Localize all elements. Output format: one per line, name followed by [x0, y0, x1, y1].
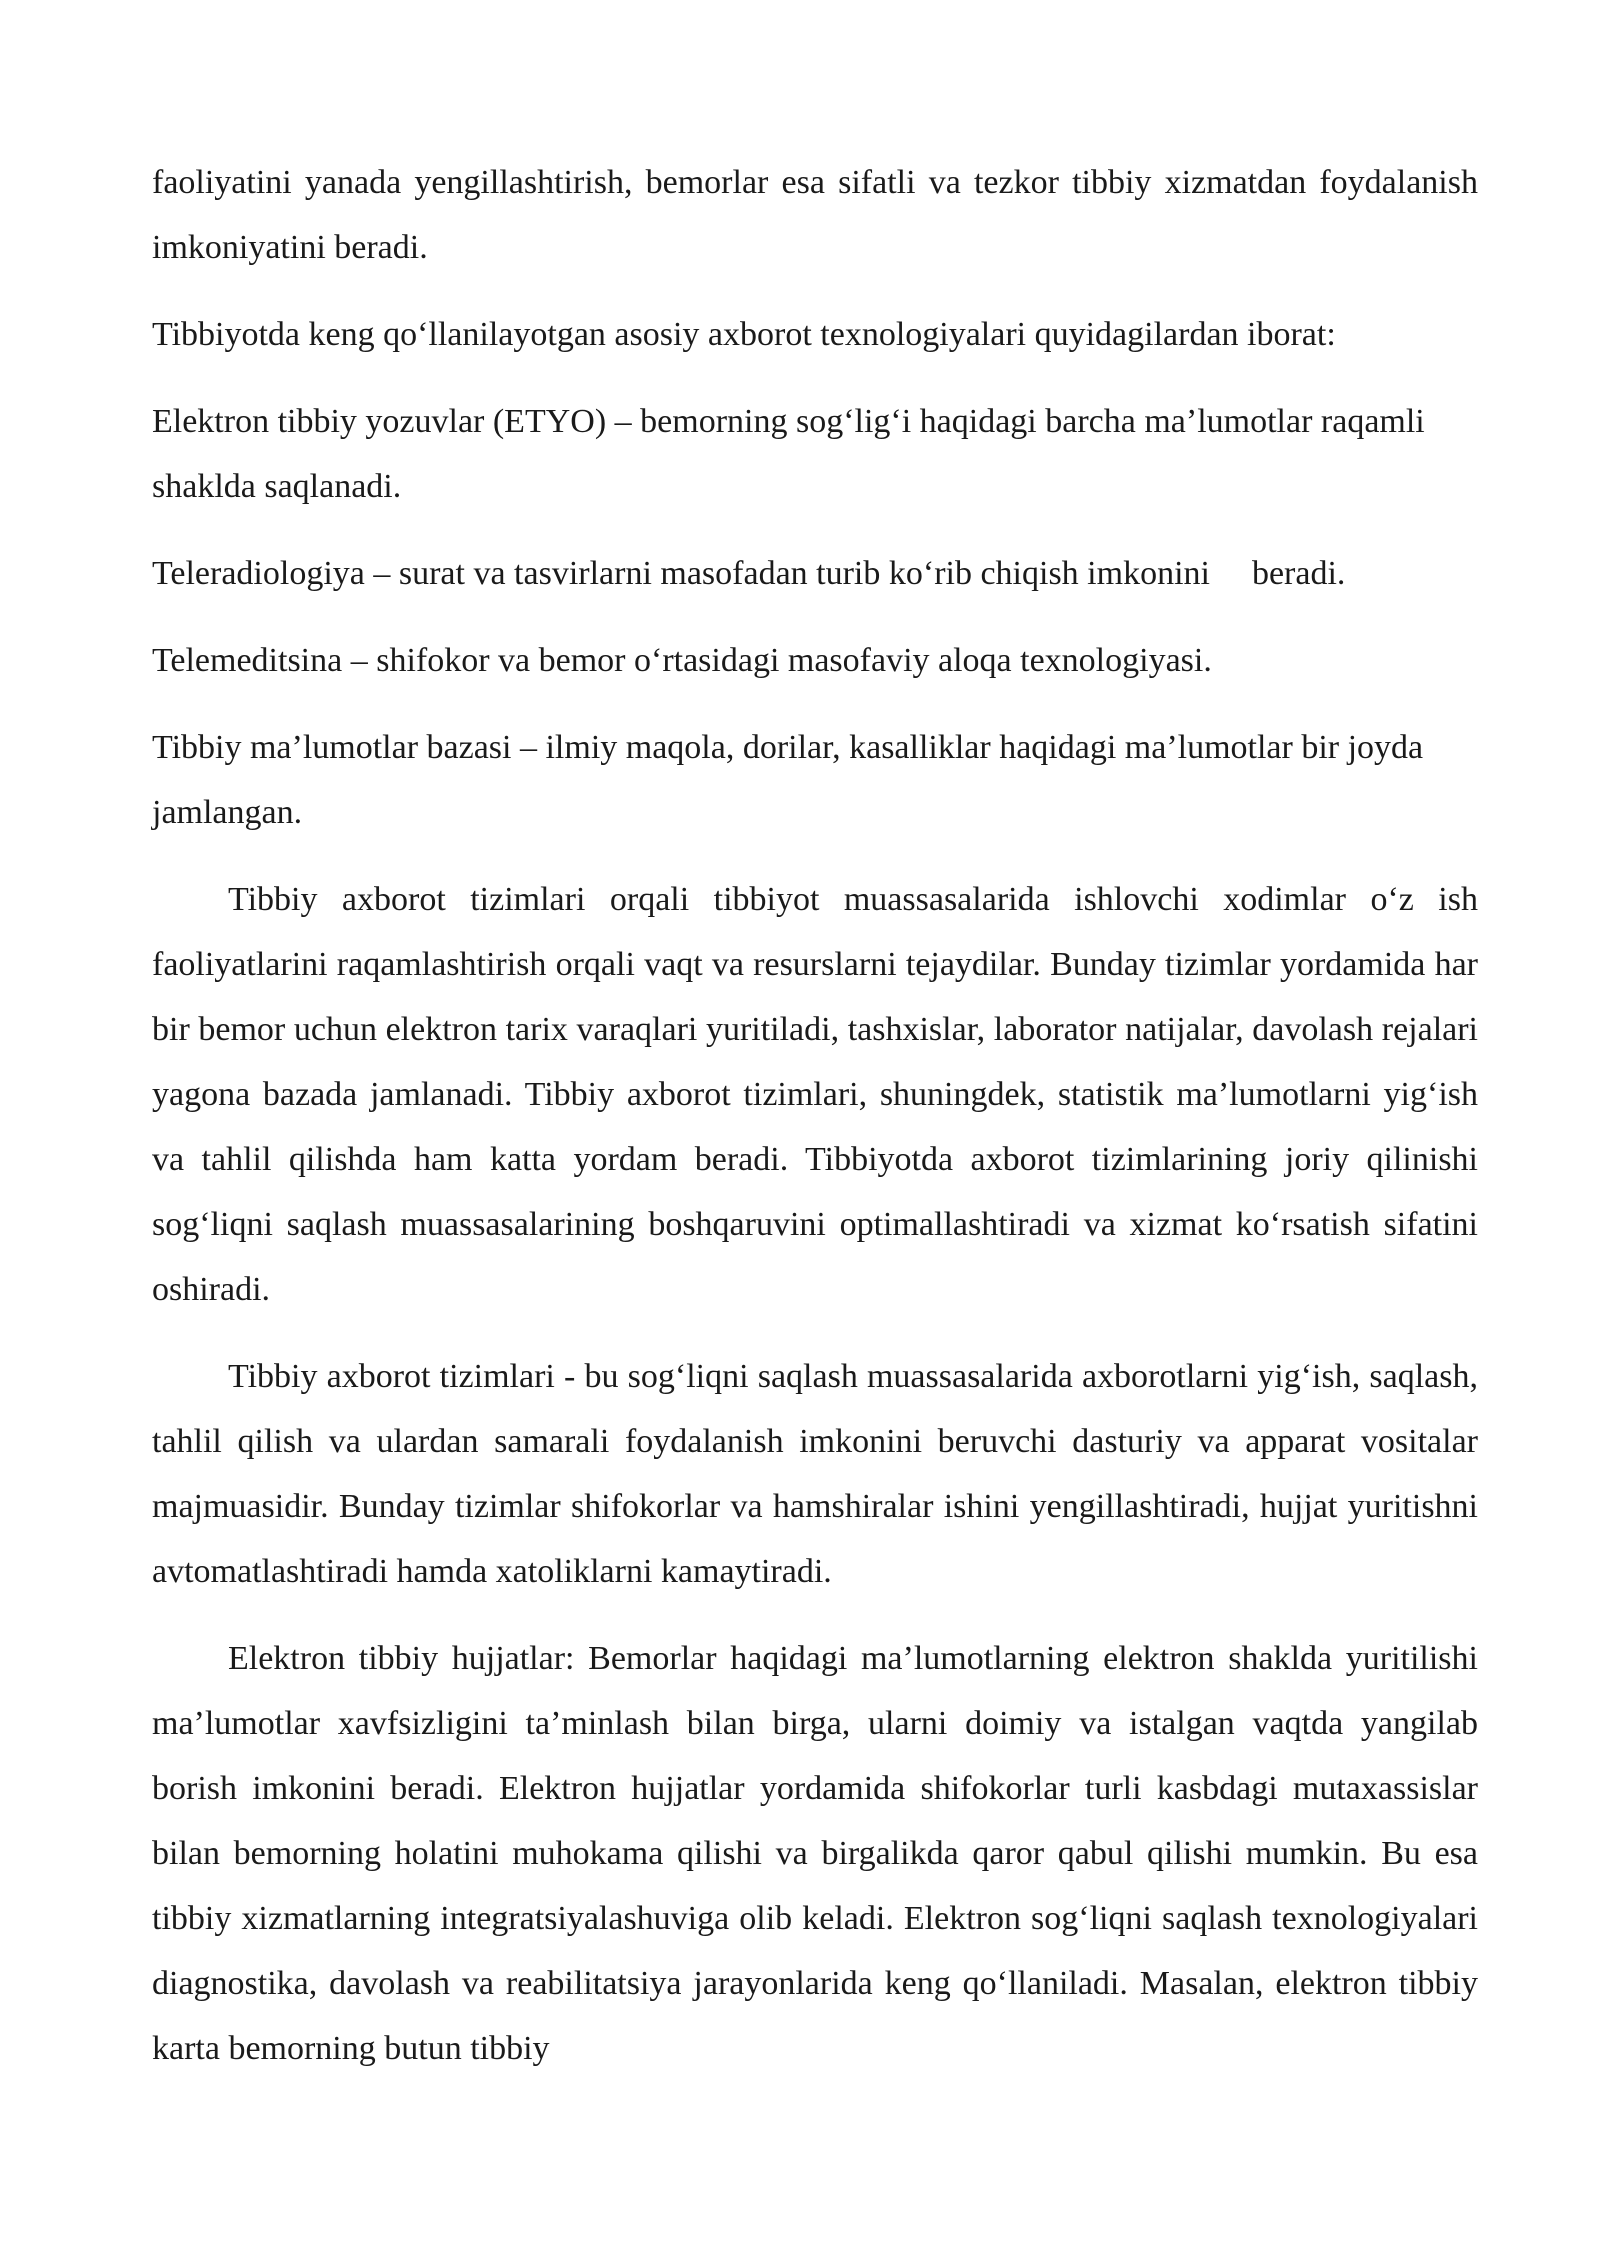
paragraph-technologies-lead: Tibbiyotda keng qo‘llanilayotgan asosiy axborot texnologiyalari quyidagilardan iborat:: [152, 316, 1336, 353]
document-body: [152, 150, 1478, 2081]
teleradiology-tail: beradi.: [1251, 555, 1346, 592]
list-item-etyo: Elektron tibbiy yozuvlar (ETYO) – bemorning sog‘lig‘i haqidagi barcha ma’lumotlar raqamli shaklda saqlanadi.: [152, 403, 1425, 505]
list-item-medical-database: Tibbiy ma’lumotlar bazasi – ilmiy maqola, dorilar, kasalliklar haqidagi ma’lumotlar bir joyda jamlangan.: [152, 729, 1424, 831]
list-item-telemedicine: Telemeditsina – shifokor va bemor o‘rtasidagi masofaviy aloqa texnologiyasi.: [152, 642, 1212, 679]
paragraph-electronic-documents: Elektron tibbiy hujjatlar: Bemorlar haqidagi ma’lumotlarning elektron shaklda yuritilishi ma’lumotlar xavfsizligini ta’minlash bilan birga, ularni doimiy va istalgan vaqtda yangilab borish imkonini beradi. Elektron hujjatlar yordamida shifokorlar turli kasbdagi mutaxassislar bilan bemorning holatini muhokama qilishi va birgalikda qaror qabul qilishi mumkin. Bu esa tibbiy xizmatlarning integratsiyalashuviga olib keladi. Elektron sog‘liqni saqlash texnologiyalari diagnostika, davolash va reabilitatsiya jarayonlarida keng qo‘llaniladi. Masalan, elektron tibbiy karta bemorning butun tibbiy: [152, 1640, 1478, 2067]
teleradiology-text: Teleradiologiya – surat va tasvirlarni masofadan turib ko‘rib chiqish imkonini: [152, 555, 1210, 592]
list-item-teleradiology: [152, 541, 1478, 606]
paragraph-info-systems-definition: Tibbiy axborot tizimlari - bu sog‘liqni saqlash muassasalarida axborotlarni yig‘ish, saqlash, tahlil qilish va ulardan samarali foydalanish imkonini beruvchi dasturiy va apparat vositalar majmuasidir. Bunday tizimlar shifokorlar va hamshiralar ishini yengillashtiradi, hujjat yuritishni avtomatlashtiradi hamda xatoliklarni kamaytiradi.: [152, 1358, 1478, 1590]
paragraph-medical-info-systems: Tibbiy axborot tizimlari orqali tibbiyot muassasalarida ishlovchi xodimlar o‘z ish faoliyatlarini raqamlashtirish orqali vaqt va resurslarni tejaydilar. Bunday tizimlar yordamida har bir bemor uchun elektron tarix varaqlari yuritiladi, tashxislar, laborator natijalar, davolash rejalari yagona bazada jamlanadi. Tibbiy axborot tizimlari, shuningdek, statistik ma’lumotlarni yig‘ish va tahlil qilishda ham katta yordam beradi. Tibbiyotda axborot tizimlarining joriy qilinishi sog‘liqni saqlash muassasalarining boshqaruvini optimallashtiradi va xizmat ko‘rsatish sifatini oshiradi.: [152, 881, 1478, 1308]
paragraph-intro-continuation: faoliyatini yanada yengillashtirish, bemorlar esa sifatli va tezkor tibbiy xizmatdan foydalanish imkoniyatini beradi.: [152, 164, 1478, 266]
